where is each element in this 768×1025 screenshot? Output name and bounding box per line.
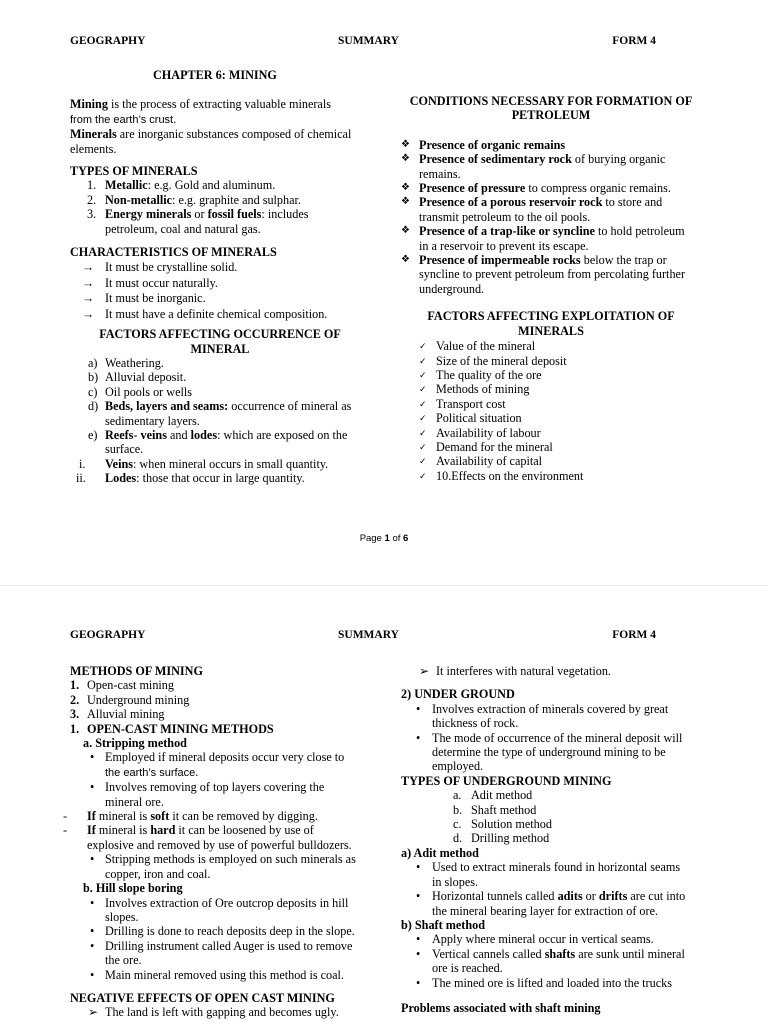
bullet-icon: • [90,895,95,910]
header-form: FORM 4 [612,35,656,47]
list-item: b. Shaft method [453,802,537,817]
list-item: → It must be crystalline solid. [82,260,238,275]
bullet-icon: • [90,852,95,867]
list-item: d. Drilling method [453,831,550,846]
page-total: 6 [403,533,409,544]
bullet-icon: • [416,946,421,961]
bullet-icon: • [90,967,95,982]
minerals-definition: Minerals are inorganic substances composed of chemical [70,127,352,142]
list-item: 1. Open-cast mining [70,678,174,693]
list-item: ✓ Transport cost [419,396,506,411]
header-subject: GEOGRAPHY [70,35,146,47]
list-item: ✓ Value of the mineral [419,339,536,354]
list-item: a) Weathering. [88,355,164,370]
check-icon: ✓ [419,413,427,424]
list-item: • Involves extraction of minerals covered by great thickness of rock. [416,701,669,731]
list-item: • The mined ore is lifted and loaded into the trucks [416,975,672,990]
types-list [70,178,370,236]
list-item: ✓ Size of the mineral deposit [419,353,567,368]
list-item: • Main mineral removed using this method is coal. [90,967,344,982]
definitions [70,97,370,156]
adit-heading: a) Adit method [401,845,479,860]
document-page-2 [0,585,768,1025]
list-item: c) Oil pools or wells [88,384,193,399]
diamond-bullet-icon: ❖ [401,182,410,194]
list-item: 3. Energy minerals or fossil fuels: includes petroleum, coal and natural gas. [87,207,309,236]
list-item: ❖ Presence of a trap-like or syncline to hold petroleum in a reservoir to prevent its escape. [401,224,685,253]
list-item: 2. Non-metallic: e.g. graphite and sulphar. [87,192,301,207]
bullet-icon: • [90,938,95,953]
list-item: • The mode of occurrence of the mineral deposit will determine the type of underground mining to be employed. [416,730,683,774]
bullet-icon: • [416,701,421,716]
page-footer: Page 1 of 6 [359,533,409,544]
opencast-heading: 1. OPEN-CAST MINING METHODS [70,721,274,736]
list-item: • Stripping methods is employed on such minerals as copper, iron and coal. [90,852,356,881]
list-item: i. Veins: when mineral occurs in small quantity. [79,456,329,471]
list-item: • Used to extract minerals found in horizontal seams in slopes. [416,860,681,889]
left-column [70,68,370,486]
characteristics-list [70,260,370,321]
check-icon: ✓ [419,355,427,366]
negative-effects-heading: NEGATIVE EFFECTS OF OPEN CAST MINING [70,990,335,1005]
occurrence-list [70,356,370,486]
list-item: • Horizontal tunnels called adits or drifts are cut into the mineral bearing layer for extraction of ore. [416,889,686,918]
diamond-bullet-icon: ❖ [401,254,410,266]
diamond-bullet-icon: ❖ [401,196,410,208]
bullet-icon: • [416,932,421,947]
list-item: → It must be inorganic. [82,291,206,306]
left-column [63,664,370,1020]
list-item: ❖ Presence of pressure to compress organic remains. [401,181,671,196]
bullet-icon: • [90,924,95,939]
mining-definition-cont: from the earth’s crust. [70,111,177,126]
underground-heading: 2) UNDER GROUND [401,687,515,702]
list-item: ✓ Availability of capital [419,454,543,469]
stripping-heading: a. Stripping method [83,736,187,751]
header-form: FORM 4 [612,629,656,641]
bullet-icon: • [416,730,421,745]
page-header [70,34,656,50]
check-icon: ✓ [419,427,427,438]
types-heading: TYPES OF MINERALS [70,164,198,179]
methods-heading: METHODS OF MINING [70,664,203,678]
arrow-bullet-icon: ➢ [88,1005,99,1020]
mining-definition: Mining is the process of extracting valuable minerals [70,97,331,112]
list-item: - If mineral is hard it can be loosened by use of explosive and removed by use of powerful bulldozers. [63,823,352,852]
exploitation-list [401,339,701,483]
diamond-bullet-icon: ❖ [401,138,410,150]
list-item: • Vertical cannels called shafts are sunk until mineral ore is reached. [416,946,685,976]
list-item: ✓ 10.Effects on the environment [419,468,584,483]
header-subject: GEOGRAPHY [70,629,146,641]
petroleum-heading: CONDITIONS NECESSARY FOR FORMATION OF PETROLEUM [409,94,693,123]
arrow-icon: → [82,260,95,275]
bullet-icon: • [416,889,421,904]
diamond-bullet-icon: ❖ [401,225,410,237]
characteristics-heading: CHARACTERISTICS OF MINERALS [70,245,277,260]
page-header [70,628,656,644]
bullet-icon: • [90,780,95,795]
list-item: ❖ Presence of sedimentary rock of burying organic remains. [401,152,666,181]
list-item: 3. Alluvial mining [70,707,165,722]
list-item: ✓ Methods of mining [419,382,530,397]
list-item: ❖ Presence of organic remains [401,137,566,152]
list-item: • Involves removing of top layers covering the mineral ore. [90,780,325,809]
shaft-problems-heading: Problems associated with shaft mining [401,1000,601,1015]
list-item: ❖ Presence of a porous reservoir rock to store and transmit petroleum to the oil pools. [401,195,663,224]
check-icon: ✓ [419,341,427,352]
list-item: 2. Underground mining [70,692,190,707]
shaft-heading: b) Shaft method [401,917,485,932]
list-item: • Drilling is done to reach deposits deep in the slope. [90,924,355,939]
list-item: • Apply where mineral occur in vertical seams. [416,932,654,947]
list-item: ✓ Political situation [419,411,522,426]
diamond-bullet-icon: ❖ [401,153,410,165]
list-item: - If mineral is soft it can be removed by digging. [63,809,318,824]
underground-types-heading: TYPES OF UNDERGROUND MINING [401,773,612,788]
bullet-icon: • [90,750,95,765]
list-item: → It must occur naturally. [82,275,218,290]
list-item: • Employed if mineral deposits occur very close to the earth’s surface. [90,750,345,779]
list-item: ii. Lodes: those that occur in large quantity. [76,471,305,486]
exploitation-heading: FACTORS AFFECTING EXPLOITATION OF MINERALS [427,309,675,338]
arrow-icon: → [82,275,95,290]
check-icon: ✓ [419,398,427,409]
check-icon: ✓ [419,470,427,481]
list-item: a. Adit method [453,788,533,803]
arrow-icon: → [82,306,95,321]
right-column [401,664,701,1015]
header-title: SUMMARY [338,629,399,641]
check-icon: ✓ [419,441,427,452]
list-item: b) Alluvial deposit. [88,370,187,385]
list-item: e) Reefs- veins and lodes: which are exposed on the surface. [88,427,348,457]
right-column [401,94,701,483]
header-title: SUMMARY [338,35,399,47]
list-item: ➢ The land is left with gapping and becomes ugly. [88,1005,339,1020]
list-item: ➢ It interferes with natural vegetation. [419,664,611,678]
arrow-icon: → [82,291,95,306]
list-item: 1. Metallic: e.g. Gold and aluminum. [87,178,276,193]
check-icon: ✓ [419,384,427,395]
list-item: ✓ Availability of labour [419,425,541,440]
list-item: • Involves extraction of Ore outcrop deposits in hill slopes. [90,895,349,924]
page-number: 1 [384,533,390,544]
check-icon: ✓ [419,369,427,380]
chapter-title: CHAPTER 6: MINING [153,68,277,82]
methods-list [70,678,370,721]
list-item: d) Beds, layers and seams: occurrence of mineral as sedimentary layers. [88,399,352,428]
list-item: ✓ Demand for the mineral [419,439,553,454]
list-item: • Drilling instrument called Auger is used to remove the ore. [90,938,353,968]
list-item: ❖ Presence of impermeable rocks below the trap or syncline to prevent petroleum from percolating further underground. [401,253,686,296]
list-item: ✓ The quality of the ore [419,367,542,382]
minerals-definition-cont: elements. [70,141,117,156]
arrow-bullet-icon: ➢ [419,664,430,678]
bullet-icon: • [416,860,421,875]
hill-slope-heading: b. Hill slope boring [83,881,183,896]
list-item: c. Solution method [453,817,552,832]
list-item: → It must have a definite chemical composition. [82,306,328,321]
petroleum-list [401,138,701,296]
occurrence-heading: FACTORS AFFECTING OCCURRENCE OF MINERAL [99,327,341,356]
check-icon: ✓ [419,456,427,467]
bullet-icon: • [416,975,421,990]
